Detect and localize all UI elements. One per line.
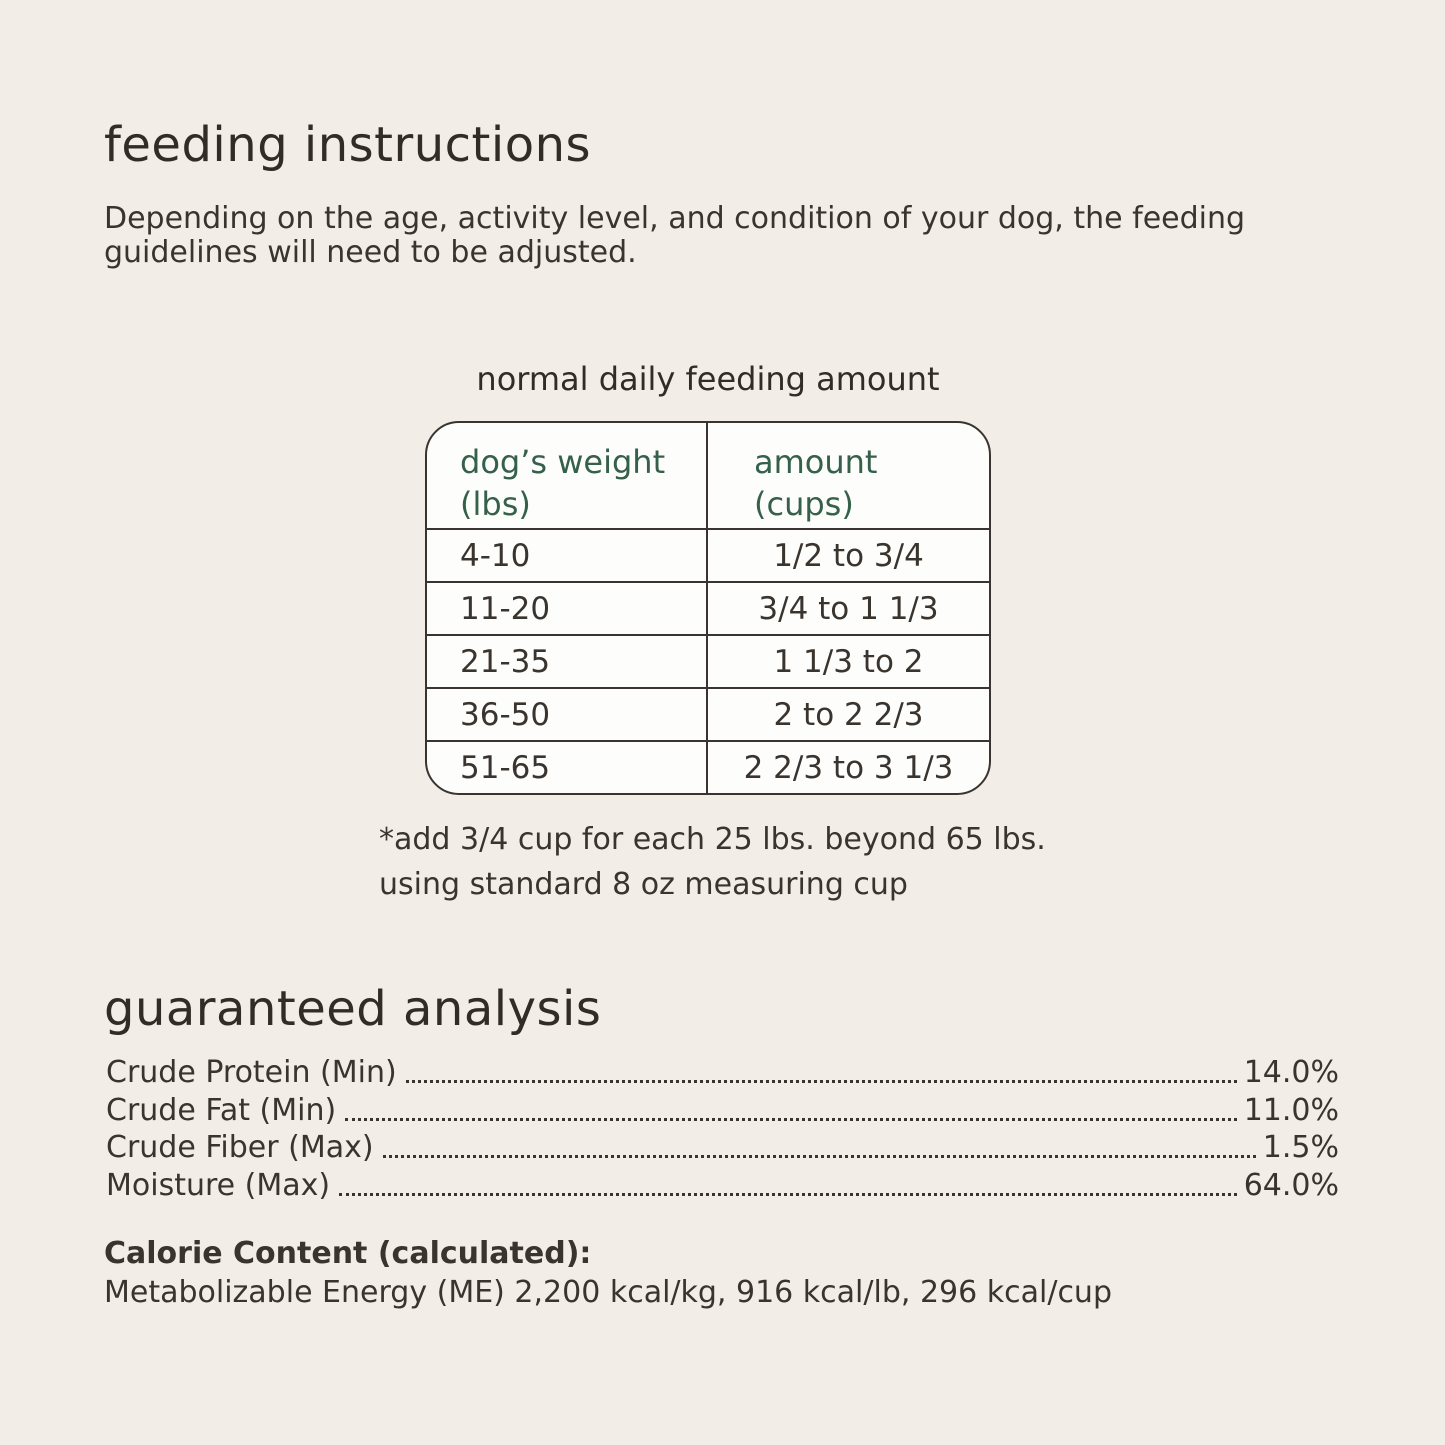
table-cell-amount: 2 2/3 to 3 1/3 <box>708 740 989 793</box>
table-cell-amount: 2 to 2 2/3 <box>708 687 989 740</box>
table-cell-weight: 4-10 <box>427 528 708 581</box>
analysis-value: 64.0% <box>1243 1167 1339 1203</box>
feeding-table-footnote <box>379 817 1046 907</box>
daily-feeding-amount-table <box>425 421 991 795</box>
dotted-leader <box>406 1054 1237 1083</box>
footnote-line2: using standard 8 oz measuring cup <box>379 867 908 902</box>
analysis-row-crude-fiber <box>106 1129 1339 1167</box>
table-cell-weight: 36-50 <box>427 687 708 740</box>
dotted-leader <box>383 1129 1256 1158</box>
guaranteed-analysis-list <box>106 1054 1339 1204</box>
table-header-amount-line1: amount <box>754 443 878 481</box>
analysis-row-crude-protein <box>106 1054 1339 1092</box>
table-cell-weight: 51-65 <box>427 740 708 793</box>
table-header-dogs-weight-line1: dog’s weight <box>460 443 666 481</box>
footnote-line1: *add 3/4 cup for each 25 lbs. beyond 65 lbs. <box>379 822 1046 857</box>
analysis-value: 14.0% <box>1243 1055 1339 1090</box>
feeding-instructions-title: feeding instructions <box>104 117 591 173</box>
analysis-value: 11.0% <box>1243 1092 1339 1128</box>
guaranteed-analysis-title: guaranteed analysis <box>104 981 602 1037</box>
calorie-content-detail: Metabolizable Energy (ME) 2,200 kcal/kg, 916 kcal/lb, 296 kcal/cup <box>104 1275 1112 1310</box>
table-cell-amount: 1/2 to 3/4 <box>708 528 989 581</box>
calorie-content-title: Calorie Content (calculated): <box>104 1236 592 1271</box>
table-cell-amount: 3/4 to 1 1/3 <box>708 581 989 634</box>
feeding-table-caption: normal daily feeding amount <box>476 360 940 398</box>
table-header-amount <box>708 423 989 528</box>
table-header-amount-line2: (cups) <box>754 485 854 523</box>
analysis-label: Crude Fat (Min) <box>106 1092 337 1128</box>
table-cell-weight: 11-20 <box>427 581 708 634</box>
table-header-dogs-weight <box>427 423 708 528</box>
analysis-label: Crude Fiber (Max) <box>106 1130 374 1165</box>
dotted-leader <box>345 1092 1237 1121</box>
table-cell-weight: 21-35 <box>427 634 708 687</box>
dotted-leader <box>339 1167 1237 1196</box>
analysis-label: Crude Protein (Min) <box>106 1055 397 1090</box>
calorie-content-block <box>104 1234 1112 1312</box>
table-header-dogs-weight-line2: (lbs) <box>460 485 531 523</box>
table-cell-amount: 1 1/3 to 2 <box>708 634 989 687</box>
analysis-value: 1.5% <box>1262 1130 1339 1165</box>
analysis-row-moisture <box>106 1167 1339 1205</box>
feeding-instructions-description: Depending on the age, activity level, and condition of your dog, the feeding guidelines will need to be adjusted. <box>104 201 1246 270</box>
analysis-label: Moisture (Max) <box>106 1167 331 1203</box>
analysis-row-crude-fat <box>106 1092 1339 1130</box>
